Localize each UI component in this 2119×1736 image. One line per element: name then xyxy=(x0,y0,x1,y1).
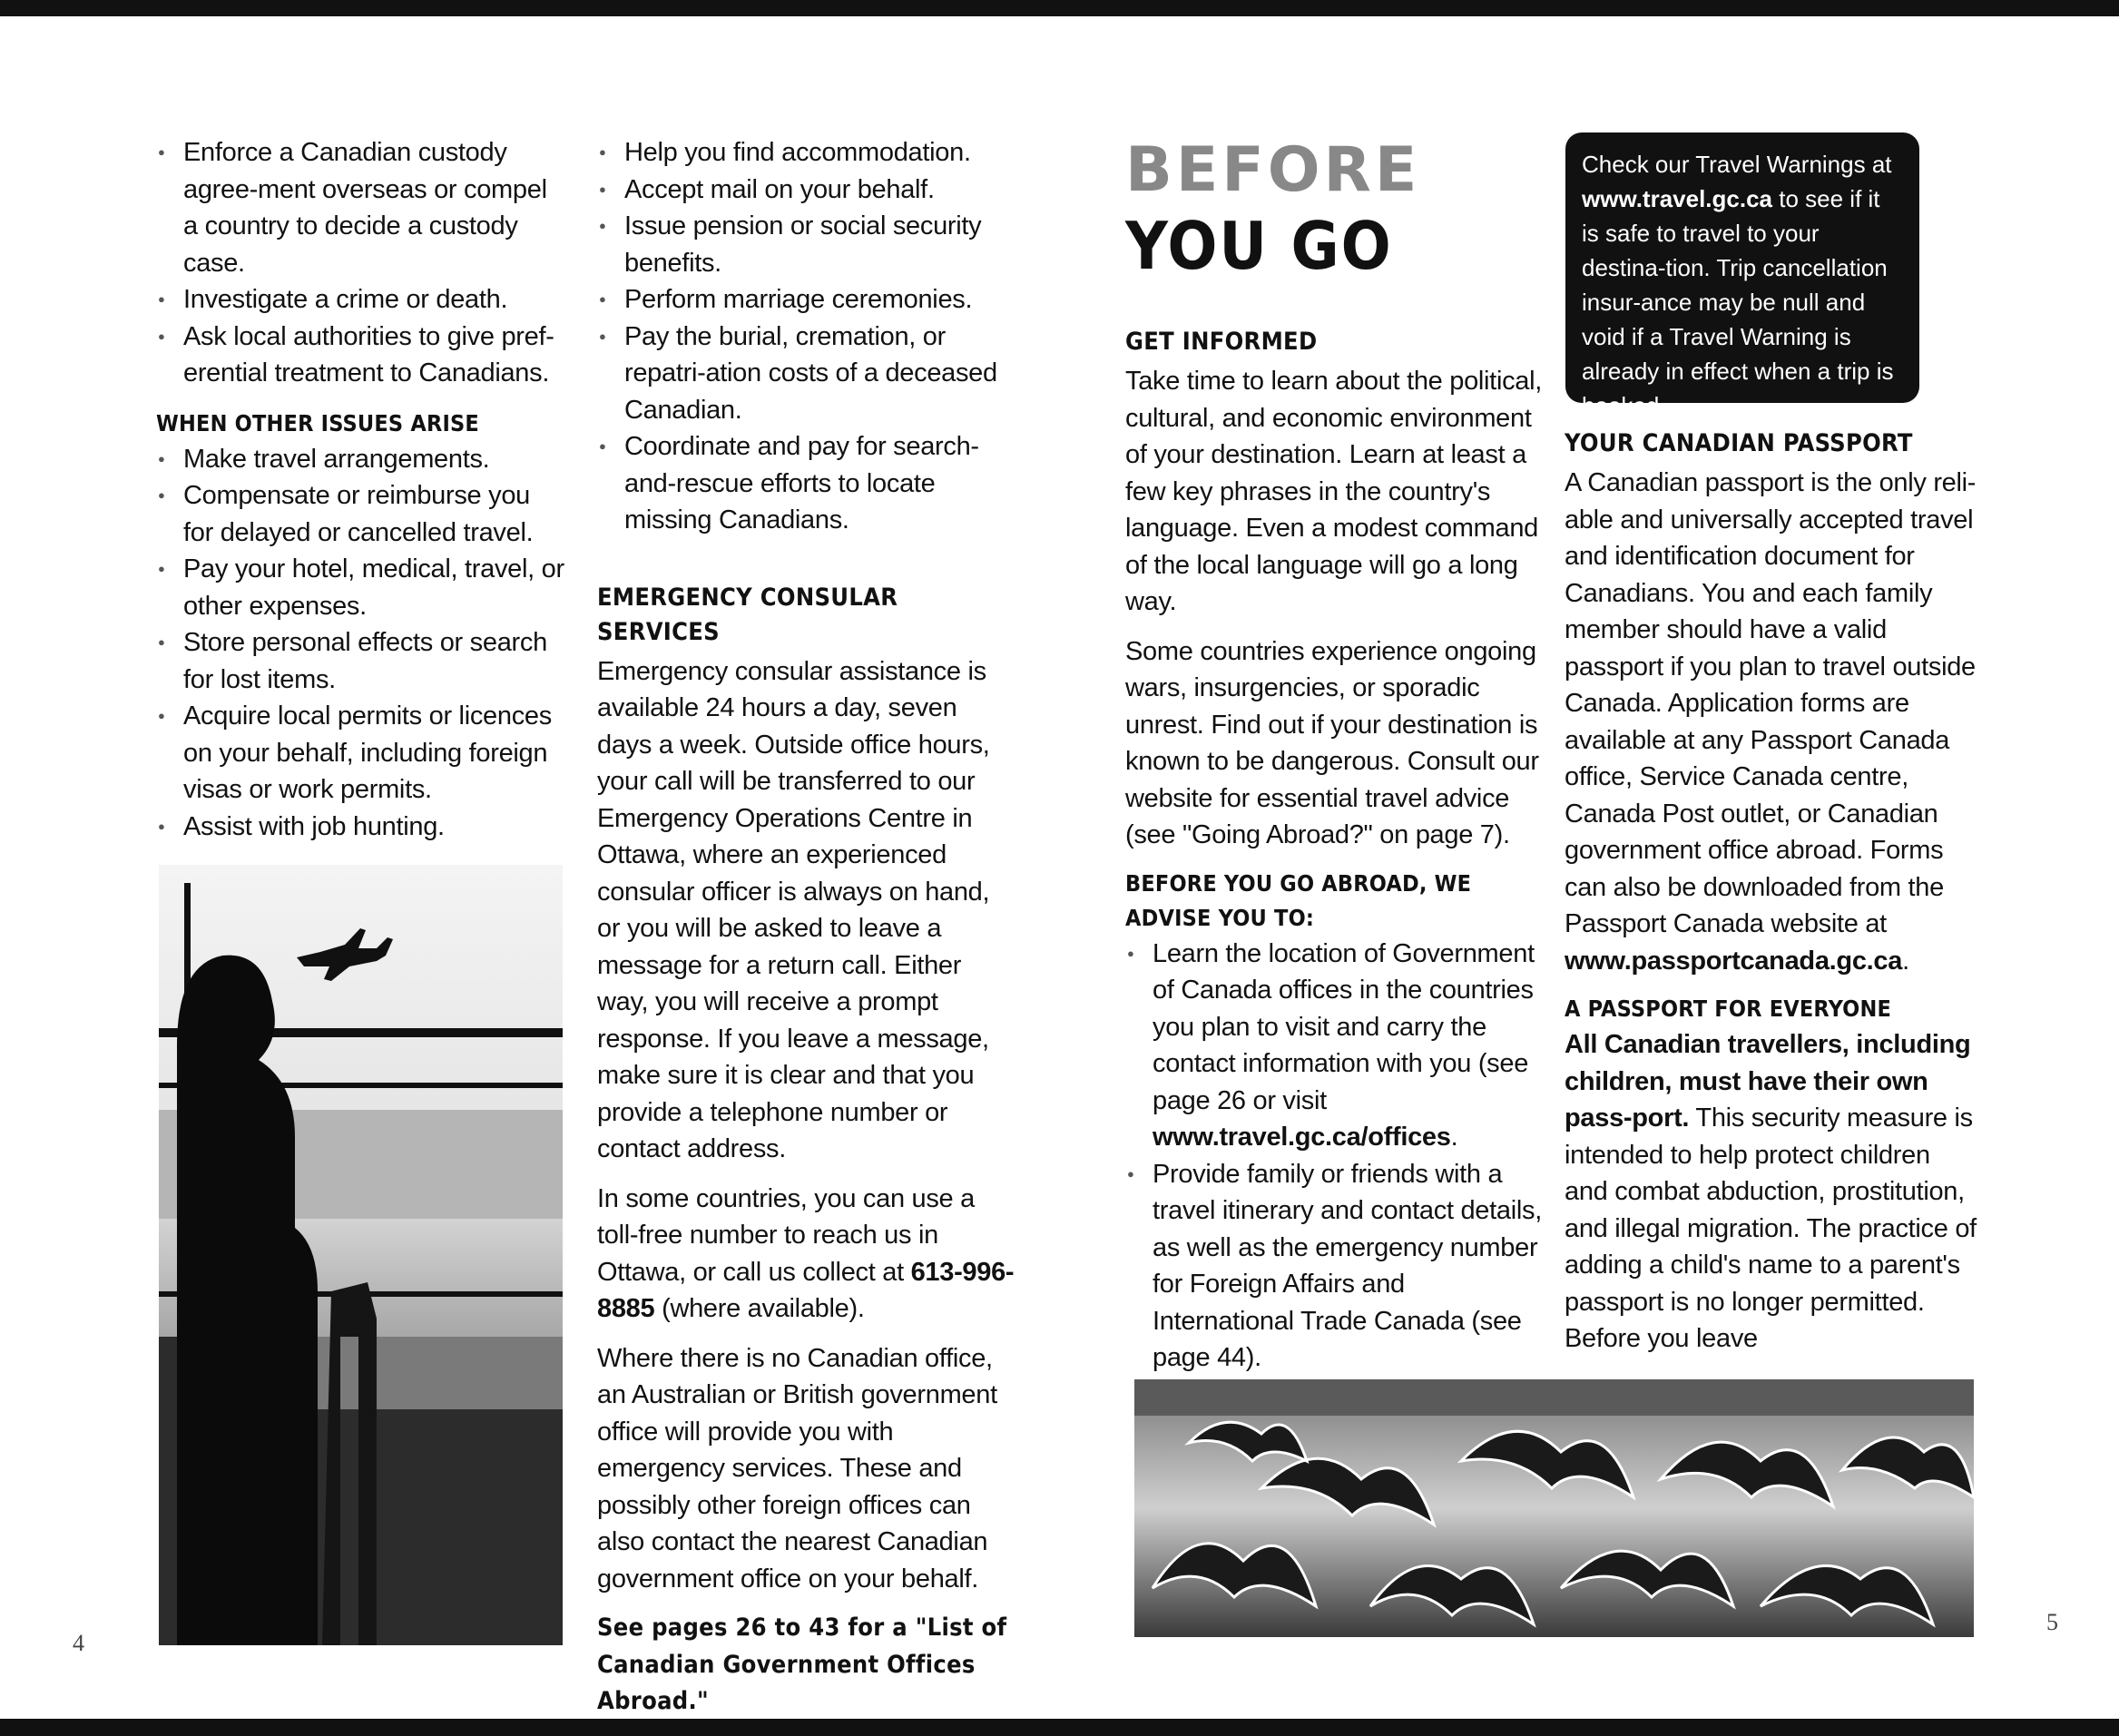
title-you-go: YOU GO xyxy=(1125,208,1393,284)
title-before: BEFORE xyxy=(1125,134,1421,206)
list-item: ● Issue pension or social security benefits. xyxy=(597,208,1015,281)
heading-other-issues: WHEN OTHER ISSUES ARISE xyxy=(156,409,480,436)
bullet-list-other-issues xyxy=(156,441,566,846)
heading-emergency-consular: EMERGENCY CONSULAR SERVICES xyxy=(597,583,898,646)
offices-link[interactable]: www.travel.gc.ca/offices xyxy=(1153,1123,1451,1152)
passport-rule-rest: This security measure is intended to help protect children and combat abduction, prostitution, and illegal migration. The practice of adding a child's name to a parent's passport is no longer permitted. Before you leave xyxy=(1565,1103,1977,1353)
list-item: ● Pay the burial, cremation, or repatri-ation costs of a deceased Canadian. xyxy=(597,319,1015,429)
bullet-list-services xyxy=(597,134,1015,539)
bullet-list-not-do xyxy=(156,134,566,392)
passport-rule: All Canadian travellers, including children, must have their own pass-port. xyxy=(1565,1030,1971,1133)
toll-free-text: In some countries, you can use a toll-free number to reach us in Ottawa, or call us collect at xyxy=(597,1183,975,1287)
callout-text: Check our Travel Warnings at xyxy=(1582,151,1892,178)
emergency-paragraph: Emergency consular assistance is available 24 hours a day, seven days a week. Outside office hours, your call will be transferred to our Emergency Operations Centre in Ottawa, where an experienced consular officer is always on hand, or you will be asked to leave a message for a return call. Either way, you will receive a prompt response. If you leave a message, make sure it is clear and that you provide a telephone number or contact address. xyxy=(597,656,990,1163)
toll-free-suffix: (where available). xyxy=(654,1294,865,1323)
callout-rest: to see if it is safe to travel to your destina-tion. Trip cancellation insur-ance may be null and void if a Travel Warning is already in effect when a trip is booked. xyxy=(1582,185,1894,419)
heading-get-informed: GET INFORMED xyxy=(1125,328,1318,356)
list-item: ● Perform marriage ceremonies. xyxy=(597,281,1015,319)
phone-number: 613-996-8885 xyxy=(597,1257,1015,1323)
get-informed-paragraph: Take time to learn about the political, cultural, and economic environment of your destination. Learn at least a few key phrases in the country's language. Even a modest command of the local language will go a long way. xyxy=(1125,367,1543,616)
list-item: ● Assist with job hunting. xyxy=(156,809,566,846)
right-column-1 xyxy=(1125,134,1543,1377)
passport-link[interactable]: www.passportcanada.gc.ca xyxy=(1565,946,1903,976)
brochure-spread xyxy=(0,16,2119,1719)
flock-of-birds-photo xyxy=(1134,1379,1974,1637)
heading-passport-everyone: A PASSPORT FOR EVERYONE xyxy=(1565,996,1892,1022)
list-item: ● Compensate or reimburse you for delayed or cancelled travel. xyxy=(156,477,566,551)
right-column-2 xyxy=(1565,427,1978,1370)
page-number-right: 5 xyxy=(2046,1609,2058,1635)
bullet-list-advice xyxy=(1125,936,1543,1377)
list-item: ● Acquire local permits or licences on your behalf, including foreign visas or work permits. xyxy=(156,698,566,809)
advice-text: Learn the location of Government of Canada offices in the countries you plan to visit and carry the contact information with you (see page 26 or visit xyxy=(1153,938,1535,1115)
list-item: ● Investigate a crime or death. xyxy=(156,281,566,319)
travel-warnings-callout xyxy=(1565,132,1919,419)
passport-everyone-paragraph xyxy=(1565,1026,1978,1358)
passport-text: A Canadian passport is the only reli-able and universally accepted travel and identification document for Canadians. You and each family member should have a valid passport if you plan to travel outside Canada. Application forms are available at any Passport Canada office, Service Canada centre, Canada Post outlet, or Canadian government office abroad. Forms can also be downloaded from the Passport Canada website at xyxy=(1565,468,1977,938)
passport-paragraph xyxy=(1565,465,1978,979)
heading-we-advise: BEFORE YOU GO ABROAD, WE ADVISE YOU TO: xyxy=(1125,869,1472,931)
list-item: ● Accept mail on your behalf. xyxy=(597,172,1015,209)
list-item: ● Pay your hotel, medical, travel, or other expenses. xyxy=(156,551,566,624)
toll-free-paragraph xyxy=(597,1181,1015,1328)
list-item: ● Store personal effects or search for lost items. xyxy=(156,624,566,698)
list-item: ● Enforce a Canadian custody agree-ment overseas or compel a country to decide a custody case. xyxy=(156,134,566,281)
advice-suffix: . xyxy=(1450,1123,1458,1152)
list-item: ● Help you find accommodation. xyxy=(597,134,1015,172)
list-item: ● Coordinate and pay for search-and-rescue efforts to locate missing Canadians. xyxy=(597,428,1015,539)
left-column-2 xyxy=(597,134,1015,1733)
dangerous-destinations-paragraph: Some countries experience ongoing wars, insurgencies, or sporadic unrest. Find out if your destination is known to be dangerous. Consult our website for essential travel advice (see "Going Abroad?" on page 7). xyxy=(1125,636,1539,849)
list-item: ● Provide family or friends with a travel itinerary and contact details, as well as the emergency number for Foreign Affairs and International Trade Canada (see page 44). xyxy=(1125,1156,1543,1377)
travel-warnings-link[interactable]: www.travel.gc.ca xyxy=(1582,185,1773,212)
page-number-left: 4 xyxy=(73,1630,84,1656)
list-reference-paragraph: See pages 26 to 43 for a "List of Canadian Government Offices Abroad." xyxy=(597,1613,1007,1715)
passport-suffix: . xyxy=(1902,946,1909,976)
heading-canadian-passport: YOUR CANADIAN PASSPORT xyxy=(1565,429,1913,457)
no-office-paragraph: Where there is no Canadian office, an Australian or British government office will provide you with emergency services. These and possibly other foreign offices can also contact the nearest Canadian government office on your behalf. xyxy=(597,1343,997,1594)
list-item xyxy=(1125,936,1543,1156)
traveller-window-photo xyxy=(159,865,563,1645)
list-item: ● Ask local authorities to give pref-erential treatment to Canadians. xyxy=(156,319,566,392)
left-column-1 xyxy=(156,134,566,845)
list-item: ● Make travel arrangements. xyxy=(156,441,566,478)
